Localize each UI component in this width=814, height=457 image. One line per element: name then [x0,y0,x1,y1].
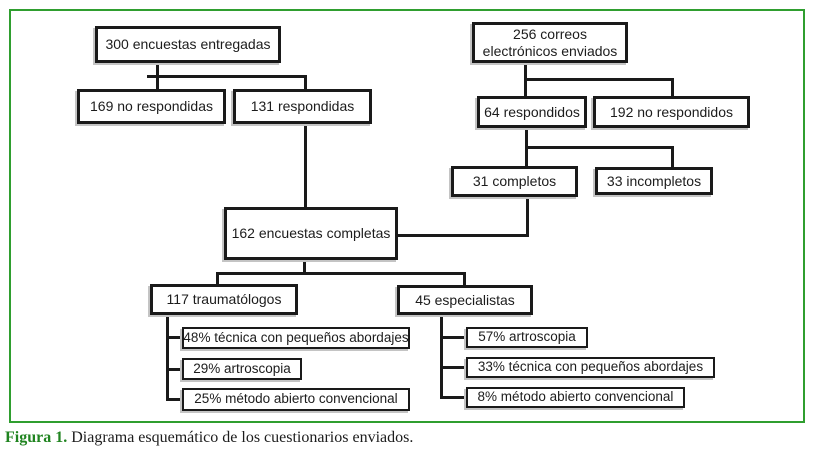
connector-spec-stub-3 [440,396,467,399]
connector-trauma-stub-1 [166,336,183,339]
connector-spec-stub-2 [440,366,467,369]
connector-answered-down [304,123,307,208]
node-spec-arthroscopy: 57% artroscopia [466,327,588,348]
node-spec-small-approach: 33% técnica con pequeños abordajes [466,357,715,378]
connector-to-incomplete [671,146,674,168]
connector-surveys-branch [147,75,307,78]
figure-caption [5,429,413,447]
connector-complete-branch [525,146,674,149]
node-spec-open: 8% método abierto convencional [466,387,685,408]
connector-spec-spine [440,314,443,398]
connector-trauma-spine [166,314,169,401]
connector-trauma-stub-2 [166,368,183,371]
node-emails-incomplete: 33 incompletos [595,167,713,195]
node-emails-answered: 64 respondidos [477,96,587,128]
connector-split-horizontal [216,272,466,275]
node-surveys-not-answered: 169 no respondidas [77,89,226,124]
connector-emails-branch [524,78,674,81]
node-trauma-small-approach: 48% técnica con pequeños abordajes [182,327,410,349]
node-emails-sent: 256 correos electrónicos enviados [472,22,628,63]
node-emails-complete: 31 completos [451,166,578,197]
connector-trauma-stub-3 [166,398,183,401]
node-emails-not-answered: 192 no respondidos [593,96,750,128]
connector-spec-stub-1 [440,336,467,339]
node-total-complete: 162 encuestas completas [224,207,398,260]
node-traumatologists: 117 traumatólogos [150,284,298,315]
connector-surveys-to-answered [304,75,307,90]
node-surveys-answered: 131 respondidas [233,89,372,124]
node-specialists: 45 especialistas [397,285,533,315]
node-trauma-open: 25% método abierto convencional [182,388,410,411]
connector-merge-horizontal [397,234,529,237]
connector-complete-down [526,196,529,237]
figure-caption-text: Diagrama esquemático de los cuestionarios enviados. [71,429,414,446]
node-surveys-delivered: 300 encuestas entregadas [95,26,281,63]
node-trauma-arthroscopy: 29% artroscopia [182,358,302,380]
connector-emails-to-not-answered [671,78,674,97]
figure-caption-label: Figura 1. [5,429,68,446]
